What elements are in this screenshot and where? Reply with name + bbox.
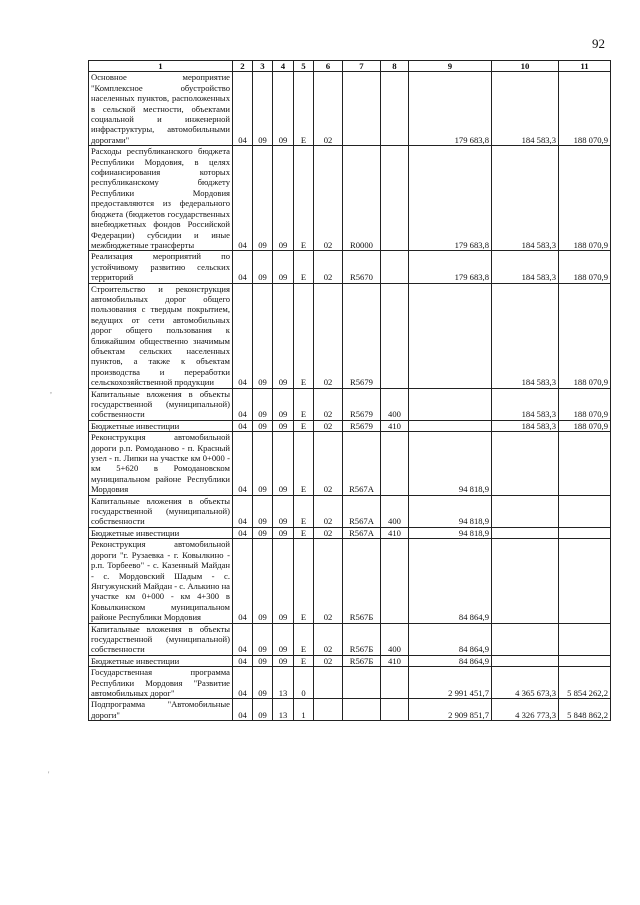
cell-col-11: 188 070,9 [559,72,611,146]
row-name: Государственная программа Республики Мордовия "Развитие автомобильных дорог" [89,667,233,699]
cell-col-5: Е [294,527,314,538]
cell-col-8 [381,251,409,283]
table-row [89,146,611,251]
cell-col-4: 09 [273,623,294,655]
scan-mark: , [50,386,52,395]
cell-col-5: Е [294,420,314,431]
cell-col-3: 09 [253,539,273,623]
cell-col-3: 09 [253,146,273,251]
cell-col-11 [559,495,611,527]
cell-col-5: 1 [294,699,314,721]
cell-col-2: 04 [233,655,253,666]
row-name: Капитальные вложения в объекты государственной (муниципальной) собственности [89,388,233,420]
cell-col-10: 184 583,3 [492,388,559,420]
cell-col-2: 04 [233,527,253,538]
cell-col-7: R567Б [343,623,381,655]
cell-col-11: 5 854 262,2 [559,667,611,699]
table-row [89,667,611,699]
column-header-4: 4 [273,61,294,72]
cell-col-4: 09 [273,495,294,527]
cell-col-9: 94 818,9 [409,495,492,527]
cell-col-8 [381,699,409,721]
cell-col-9: 94 818,9 [409,527,492,538]
row-name: Капитальные вложения в объекты государственной (муниципальной) собственности [89,623,233,655]
table-row [89,432,611,495]
cell-col-10: 184 583,3 [492,72,559,146]
cell-col-7: R5670 [343,251,381,283]
cell-col-8 [381,283,409,388]
column-header-10: 10 [492,61,559,72]
cell-col-6: 02 [314,146,343,251]
cell-col-9: 2 991 451,7 [409,667,492,699]
cell-col-10: 184 583,3 [492,251,559,283]
cell-col-8: 410 [381,655,409,666]
cell-col-7: R5679 [343,388,381,420]
cell-col-9: 84 864,9 [409,623,492,655]
cell-col-11: 188 070,9 [559,251,611,283]
row-name: Строительство и реконструкция автомобильных дорог общего пользования с твердым покрытием, ведущих от сети автомобильных дорог общего пользования к ближайшим общественно значимым объектам сельских населенных пунктов, а также к объектам производства и переработки сельскохозяйственной продукции [89,283,233,388]
cell-col-4: 09 [273,283,294,388]
cell-col-9 [409,388,492,420]
cell-col-4: 09 [273,72,294,146]
cell-col-2: 04 [233,667,253,699]
cell-col-3: 09 [253,667,273,699]
cell-col-7 [343,72,381,146]
cell-col-4: 09 [273,527,294,538]
cell-col-2: 04 [233,146,253,251]
cell-col-10 [492,655,559,666]
cell-col-7: R5679 [343,420,381,431]
cell-col-10: 184 583,3 [492,283,559,388]
cell-col-8 [381,432,409,495]
cell-col-11: 188 070,9 [559,420,611,431]
table-row [89,539,611,623]
cell-col-10 [492,623,559,655]
scan-mark: ' [48,770,50,779]
cell-col-3: 09 [253,72,273,146]
cell-col-2: 04 [233,283,253,388]
cell-col-10 [492,495,559,527]
cell-col-6: 02 [314,283,343,388]
cell-col-3: 09 [253,655,273,666]
cell-col-2: 04 [233,388,253,420]
cell-col-11 [559,539,611,623]
cell-col-7 [343,667,381,699]
cell-col-6: 02 [314,251,343,283]
cell-col-9: 179 683,8 [409,251,492,283]
cell-col-9 [409,283,492,388]
cell-col-9: 94 818,9 [409,432,492,495]
cell-col-5: Е [294,72,314,146]
cell-col-4: 09 [273,388,294,420]
cell-col-5: Е [294,146,314,251]
cell-col-5: Е [294,251,314,283]
cell-col-8: 400 [381,495,409,527]
cell-col-7: R567А [343,432,381,495]
cell-col-9: 84 864,9 [409,655,492,666]
cell-col-2: 04 [233,432,253,495]
cell-col-7: R567А [343,527,381,538]
cell-col-9: 179 683,8 [409,146,492,251]
column-header-5: 5 [294,61,314,72]
table-row [89,623,611,655]
cell-col-3: 09 [253,527,273,538]
table-row [89,420,611,431]
cell-col-3: 09 [253,251,273,283]
cell-col-11 [559,527,611,538]
cell-col-7 [343,699,381,721]
row-name: Капитальные вложения в объекты государственной (муниципальной) собственности [89,495,233,527]
cell-col-9 [409,420,492,431]
row-name: Бюджетные инвестиции [89,655,233,666]
column-header-9: 9 [409,61,492,72]
cell-col-11: 188 070,9 [559,388,611,420]
cell-col-11 [559,623,611,655]
table-row [89,655,611,666]
cell-col-5: Е [294,495,314,527]
cell-col-8 [381,72,409,146]
table-row [89,72,611,146]
column-header-2: 2 [233,61,253,72]
budget-table [88,60,611,721]
page-number: 92 [592,36,605,51]
cell-col-3: 09 [253,388,273,420]
cell-col-6: 02 [314,655,343,666]
cell-col-5: Е [294,539,314,623]
row-name: Бюджетные инвестиции [89,420,233,431]
column-header-11: 11 [559,61,611,72]
column-header-6: 6 [314,61,343,72]
cell-col-8 [381,667,409,699]
cell-col-4: 09 [273,655,294,666]
cell-col-8: 410 [381,527,409,538]
column-header-1: 1 [89,61,233,72]
cell-col-8 [381,146,409,251]
row-name: Реконструкция автомобильной дороги "г. Рузаевка - г. Ковылкино - р.п. Торбеево" - с. Казенный Майдан - с. Мордовский Шадым - с. Янгужунский Майдан - с. Алькино на участке км 0+000 - км 4+300 в Ковылкинском муниципальном районе Республики Мордовия [89,539,233,623]
cell-col-10: 4 326 773,3 [492,699,559,721]
cell-col-6: 02 [314,420,343,431]
cell-col-9: 84 864,9 [409,539,492,623]
cell-col-3: 09 [253,283,273,388]
cell-col-6: 02 [314,623,343,655]
cell-col-8: 410 [381,420,409,431]
row-name: Реализация мероприятий по устойчивому развитию сельских территорий [89,251,233,283]
column-header-8: 8 [381,61,409,72]
table-row [89,388,611,420]
cell-col-10 [492,527,559,538]
cell-col-10: 4 365 673,3 [492,667,559,699]
cell-col-10: 184 583,3 [492,420,559,431]
cell-col-11 [559,655,611,666]
column-header-7: 7 [343,61,381,72]
cell-col-8: 400 [381,623,409,655]
cell-col-9: 2 909 851,7 [409,699,492,721]
cell-col-7: R567Б [343,539,381,623]
cell-col-7: R567А [343,495,381,527]
cell-col-5: Е [294,283,314,388]
cell-col-3: 09 [253,699,273,721]
cell-col-5: Е [294,623,314,655]
cell-col-11: 188 070,9 [559,146,611,251]
cell-col-6: 02 [314,388,343,420]
cell-col-4: 09 [273,432,294,495]
cell-col-2: 04 [233,495,253,527]
cell-col-10: 184 583,3 [492,146,559,251]
cell-col-3: 09 [253,420,273,431]
cell-col-2: 04 [233,72,253,146]
cell-col-5: Е [294,432,314,495]
table-row [89,251,611,283]
cell-col-3: 09 [253,623,273,655]
row-name: Бюджетные инвестиции [89,527,233,538]
cell-col-3: 09 [253,432,273,495]
cell-col-10 [492,432,559,495]
cell-col-6 [314,667,343,699]
cell-col-4: 09 [273,539,294,623]
cell-col-11 [559,432,611,495]
cell-col-7: R5679 [343,283,381,388]
cell-col-4: 13 [273,667,294,699]
cell-col-4: 09 [273,251,294,283]
cell-col-10 [492,539,559,623]
cell-col-5: Е [294,388,314,420]
cell-col-6: 02 [314,495,343,527]
cell-col-7: R567Б [343,655,381,666]
cell-col-6 [314,699,343,721]
table-row [89,283,611,388]
row-name: Расходы республиканского бюджета Республики Мордовия, в целях софинансирования которых республиканскому бюджету Республики Мордовия предоставляются из федерального бюджета (бюджетов государственных внебюджетных фондов Российской Федерации) субсидии и иные межбюджетные трансферты [89,146,233,251]
table-row [89,699,611,721]
cell-col-7: R0000 [343,146,381,251]
cell-col-2: 04 [233,420,253,431]
cell-col-9: 179 683,8 [409,72,492,146]
cell-col-8: 400 [381,388,409,420]
cell-col-3: 09 [253,495,273,527]
cell-col-2: 04 [233,539,253,623]
row-name: Подпрограмма "Автомобильные дороги" [89,699,233,721]
cell-col-2: 04 [233,623,253,655]
cell-col-6: 02 [314,527,343,538]
row-name: Реконструкция автомобильной дороги р.п. Ромоданово - п. Красный узел - п. Липки на участке км 0+000 - км 5+620 в Ромодановском муниципальном районе Республики Мордовия [89,432,233,495]
row-name: Основное мероприятие "Комплексное обустройство населенных пунктов, расположенных в сельской местности, объектами социальной и инженерной инфраструктуры, автомобильными дорогами" [89,72,233,146]
cell-col-4: 09 [273,420,294,431]
cell-col-2: 04 [233,251,253,283]
cell-col-6: 02 [314,539,343,623]
table-row [89,495,611,527]
cell-col-4: 09 [273,146,294,251]
cell-col-6: 02 [314,72,343,146]
column-header-3: 3 [253,61,273,72]
cell-col-11: 5 848 862,2 [559,699,611,721]
cell-col-2: 04 [233,699,253,721]
cell-col-11: 188 070,9 [559,283,611,388]
cell-col-5: 0 [294,667,314,699]
table-row [89,527,611,538]
cell-col-6: 02 [314,432,343,495]
cell-col-4: 13 [273,699,294,721]
cell-col-8 [381,539,409,623]
table-header-row [89,61,611,72]
cell-col-5: Е [294,655,314,666]
